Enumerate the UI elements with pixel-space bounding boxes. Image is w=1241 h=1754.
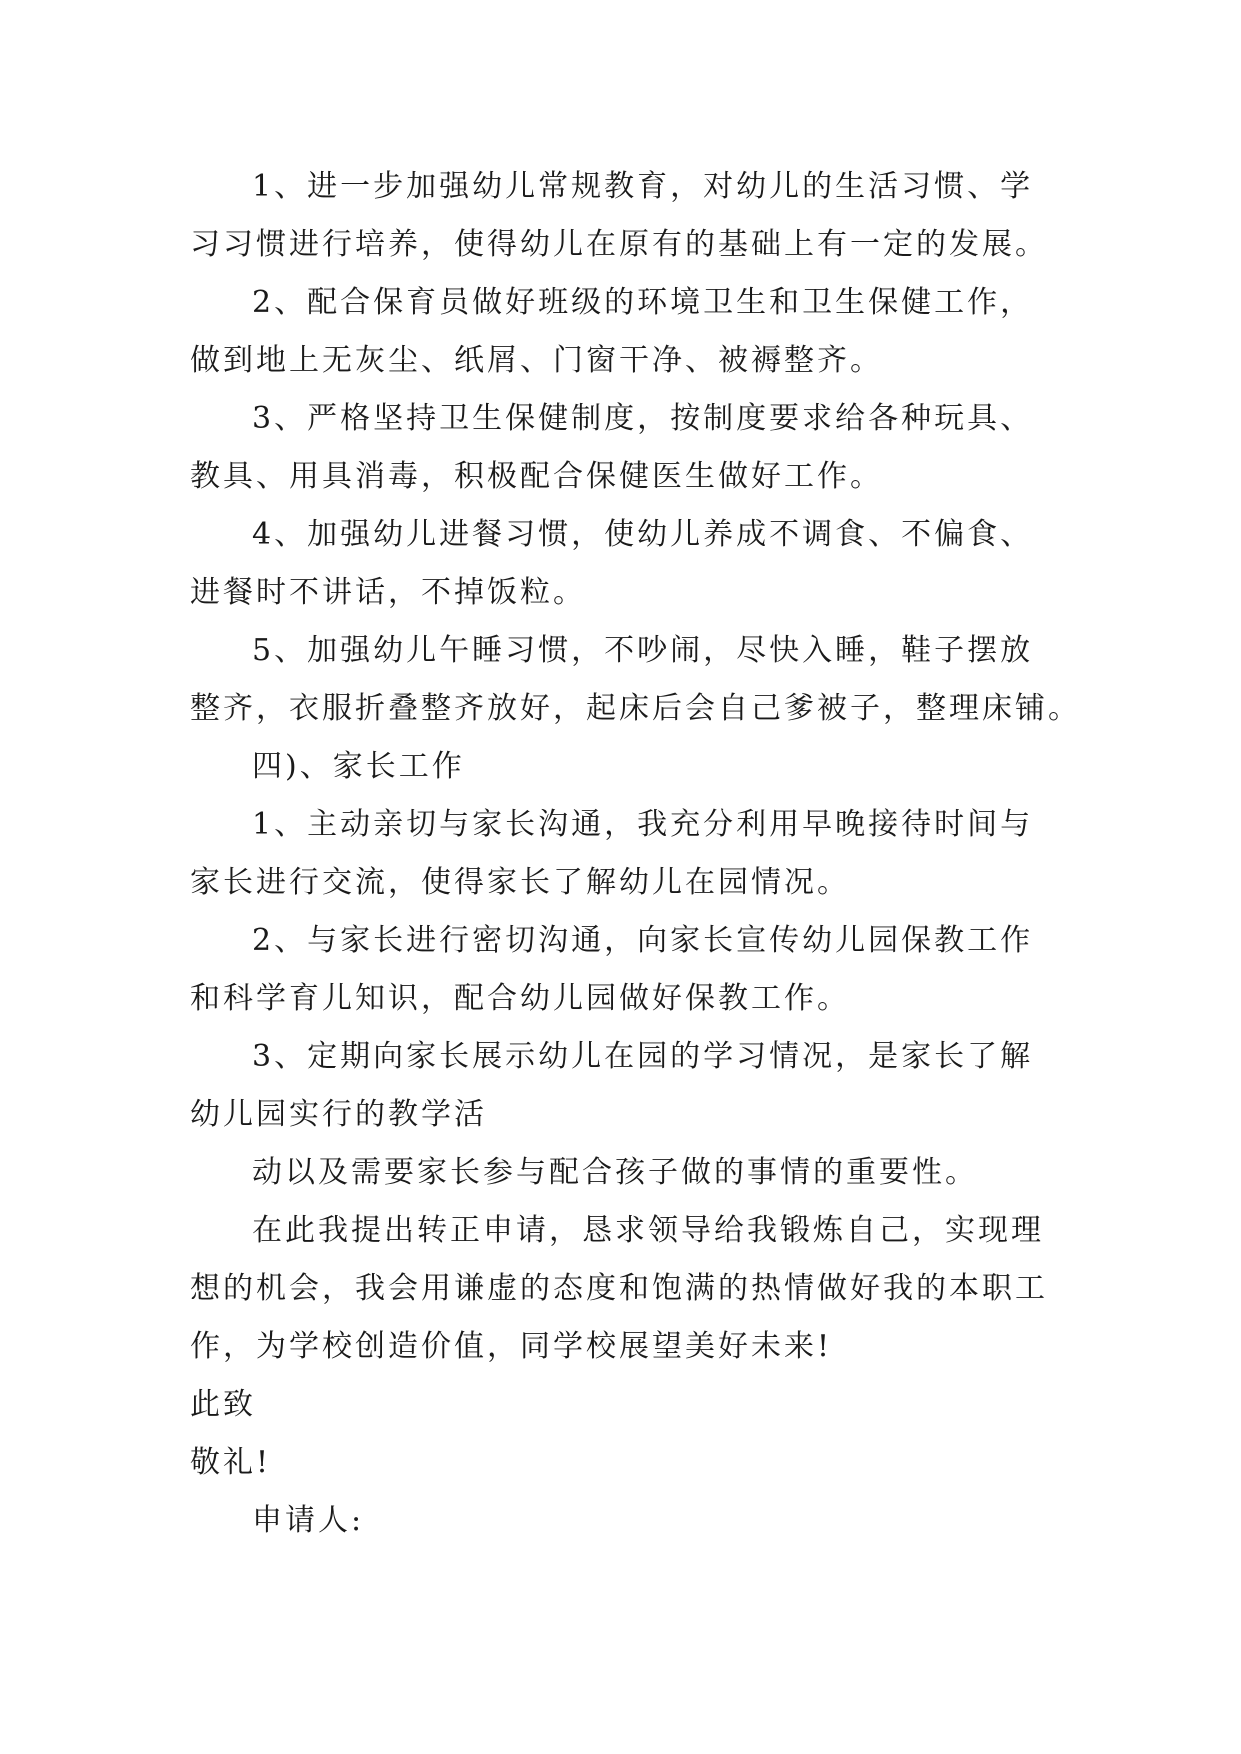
- paragraph-line: 和科学育儿知识，配合幼儿园做好保教工作。: [190, 981, 850, 1016]
- paragraph-line: 习习惯进行培养，使得幼儿在原有的基础上有一定的发展。: [190, 227, 1048, 262]
- paragraph-line: 5、加强幼儿午睡习惯，不吵闹，尽快入睡，鞋子摆放: [252, 633, 1034, 668]
- paragraph-line: 作，为学校创造价值，同学校展望美好未来!: [190, 1329, 833, 1364]
- paragraph-line: 3、定期向家长展示幼儿在园的学习情况，是家长了解: [252, 1039, 1034, 1074]
- paragraph-line: 幼儿园实行的教学活: [190, 1097, 487, 1132]
- closing-salutation: 此致: [190, 1387, 256, 1422]
- paragraph-line: 动以及需要家长参与配合孩子做的事情的重要性。: [252, 1155, 978, 1190]
- section-heading: 四)、家长工作: [252, 749, 465, 784]
- applicant-label: 申请人:: [252, 1503, 365, 1538]
- paragraph-line: 家长进行交流，使得家长了解幼儿在园情况。: [190, 865, 850, 900]
- paragraph-line: 整齐，衣服折叠整齐放好，起床后会自己爹被子，整理床铺。: [190, 691, 1081, 726]
- closing-regards: 敬礼!: [190, 1445, 272, 1480]
- paragraph-line: 想的机会，我会用谦虚的态度和饱满的热情做好我的本职工: [190, 1271, 1048, 1306]
- paragraph-line: 在此我提出转正申请，恳求领导给我锻炼自己，实现理: [252, 1213, 1044, 1248]
- paragraph-line: 1、主动亲切与家长沟通，我充分利用早晚接待时间与: [252, 807, 1034, 842]
- paragraph-line: 教具、用具消毒，积极配合保健医生做好工作。: [190, 459, 883, 494]
- paragraph-line: 1、进一步加强幼儿常规教育，对幼儿的生活习惯、学: [252, 169, 1034, 204]
- document-body: [190, 158, 1081, 1550]
- paragraph-line: 2、配合保育员做好班级的环境卫生和卫生保健工作，: [252, 285, 1034, 320]
- paragraph-line: 3、严格坚持卫生保健制度，按制度要求给各种玩具、: [252, 401, 1034, 436]
- paragraph-line: 进餐时不讲话，不掉饭粒。: [190, 575, 586, 610]
- paragraph-line: 做到地上无灰尘、纸屑、门窗干净、被褥整齐。: [190, 343, 883, 378]
- paragraph-line: 4、加强幼儿进餐习惯，使幼儿养成不调食、不偏食、: [252, 517, 1034, 552]
- paragraph-line: 2、与家长进行密切沟通，向家长宣传幼儿园保教工作: [252, 923, 1034, 958]
